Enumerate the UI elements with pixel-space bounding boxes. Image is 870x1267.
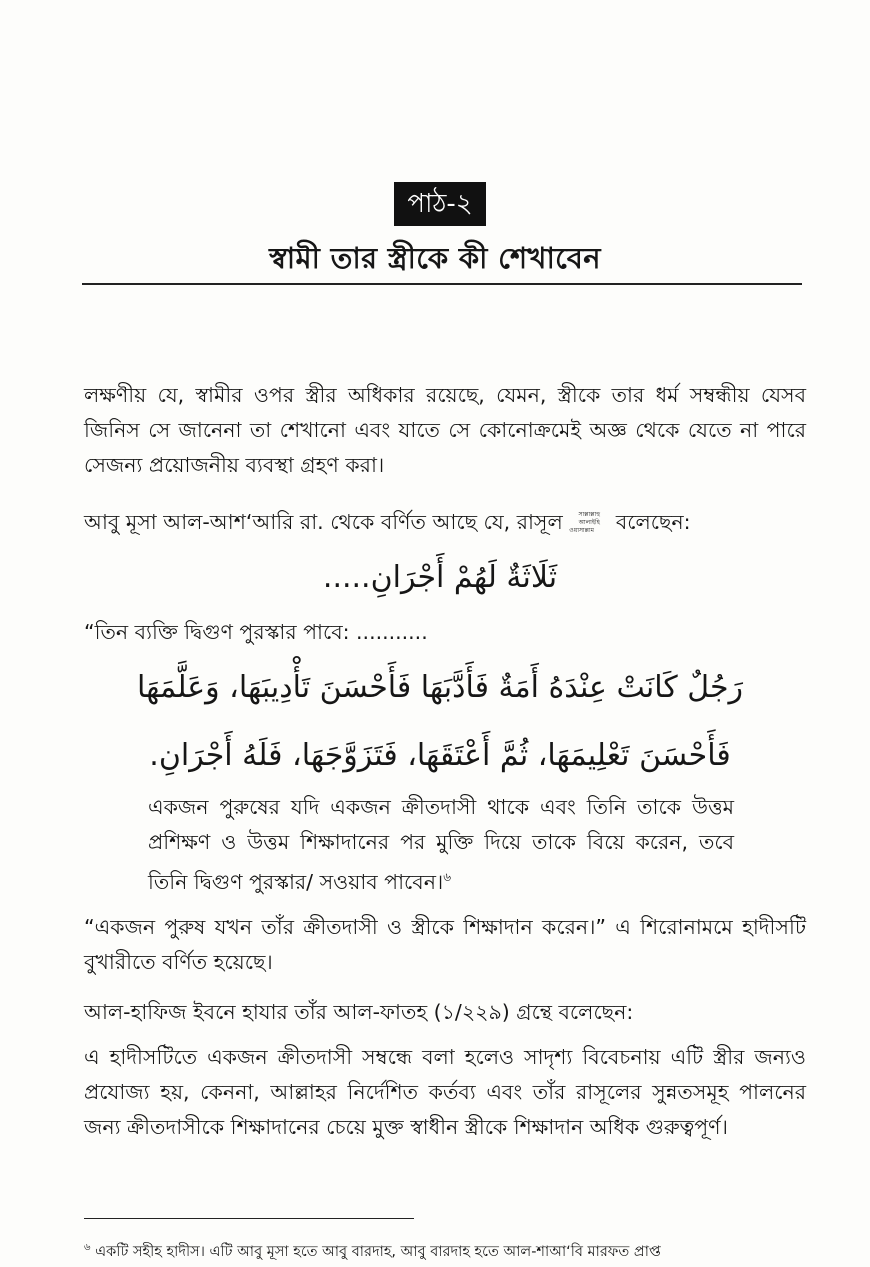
chapter-title: স্বামী তার স্ত্রীকে কী শেখাবেন (269, 241, 601, 275)
narration-text: আবু মূসা আল-আশ‘আরি রা. থেকে বর্ণিত আছে যে, রাসূল (84, 510, 563, 534)
paragraph-ibn-hajar-commentary: এ হাদীসটিতে একজন ক্রীতদাসী সম্বন্ধে বলা হলেও সাদৃশ্য বিবেচনায় এটি স্ত্রীর জন্যও প্রযোজ্য হয়, কেননা, আল্লাহর নির্দেশিত কর্তব্য এবং তাঁর রাসূলের সুন্নতসমূহ পালনের জন্য ক্রীতদাসীকে শিক্ষাদানের চেয়ে মুক্ত স্বাধীন স্ত্রীকে শিক্ষাদান অধিক গুরুত্বপূর্ণ। (84, 1045, 806, 1139)
quote-intro: “তিন ব্যক্তি দ্বিগুণ পুরস্কার পাবে: ........... (84, 620, 428, 644)
translation-text: একজন পুরুষের যদি একজন ক্রীতদাসী থাকে এবং তিনি তাকে উত্তম প্রশিক্ষণ ও উত্তম শিক্ষাদানের পর মুক্তি দিয়ে তাকে বিয়ে করেন, তবে তিনি দ্বিগুণ পুরস্কার/ সওয়াব পাবেন। (148, 795, 734, 894)
narration-said: বলেছেন: (615, 510, 691, 534)
arabic-hadith-line-1: رَجُلٌ كَانَتْ عِنْدَهُ أَمَةٌ فَأَدَّبَهَا فَأَحْسَنَ تَأْدِيبَهَا، وَعَلَّمَهَا (137, 670, 743, 705)
footnote-mark: ৬ (84, 1242, 91, 1253)
arabic-hadith-line-2: فَأَحْسَنَ تَعْلِيمَهَا، ثُمَّ أَعْتَقَهَا، فَتَزَوَّجَهَا، فَلَهُ أَجْرَانِ. (149, 738, 731, 773)
paragraph-bukhari-heading: “একজন পুরুষ যখন তাঁর ক্রীতদাসী ও স্ত্রীকে শিক্ষাদান করেন।” এ শিরোনামমে হাদীসটি বুখারীতে বর্ণিত হয়েছে। (84, 915, 806, 974)
paragraph-husband-duty: লক্ষণীয় যে, স্বামীর ওপর স্ত্রীর অধিকার রয়েছে, যেমন, স্ত্রীকে তার ধর্ম সম্বন্ধীয় যেসব জিনিস সে জানেনা তা শেখানো এবং যাতে সে কোনোক্রমেই অজ্ঞ থেকে যেতে না পারে সেজন্য প্রয়োজনীয় ব্যবস্থা গ্রহণ করা। (84, 383, 806, 477)
title-divider (82, 283, 802, 285)
footnote (84, 1236, 814, 1264)
hadith-translation (148, 790, 734, 900)
arabic-hadith-opening: ثَلَاثَةٌ لَهُمْ أَجْرَانِ..... (322, 560, 558, 595)
footnote-text: একটি সহীহ হাদীস। এটি আবু মূসা হতে আবু বারদাহ, আবু বারদাহ হতে আল-শাআ‘বি মারফত প্রাপ্ত (95, 1243, 661, 1260)
paragraph-narration-intro (84, 505, 806, 540)
chapter-badge: পাঠ-২ (394, 182, 486, 226)
footnote-divider (84, 1218, 414, 1219)
footnote-reference: ৬ (443, 870, 452, 884)
salutation-seal-icon: সাল্লাল্লাহু আলাইহি ওয়াসাল্লাম (569, 511, 601, 534)
paragraph-ibn-hajar-intro: আল-হাফিজ ইবনে হাযার তাঁর আল-ফাতহ (১/২২৯) গ্রন্থে বলেছেন: (84, 1000, 634, 1024)
